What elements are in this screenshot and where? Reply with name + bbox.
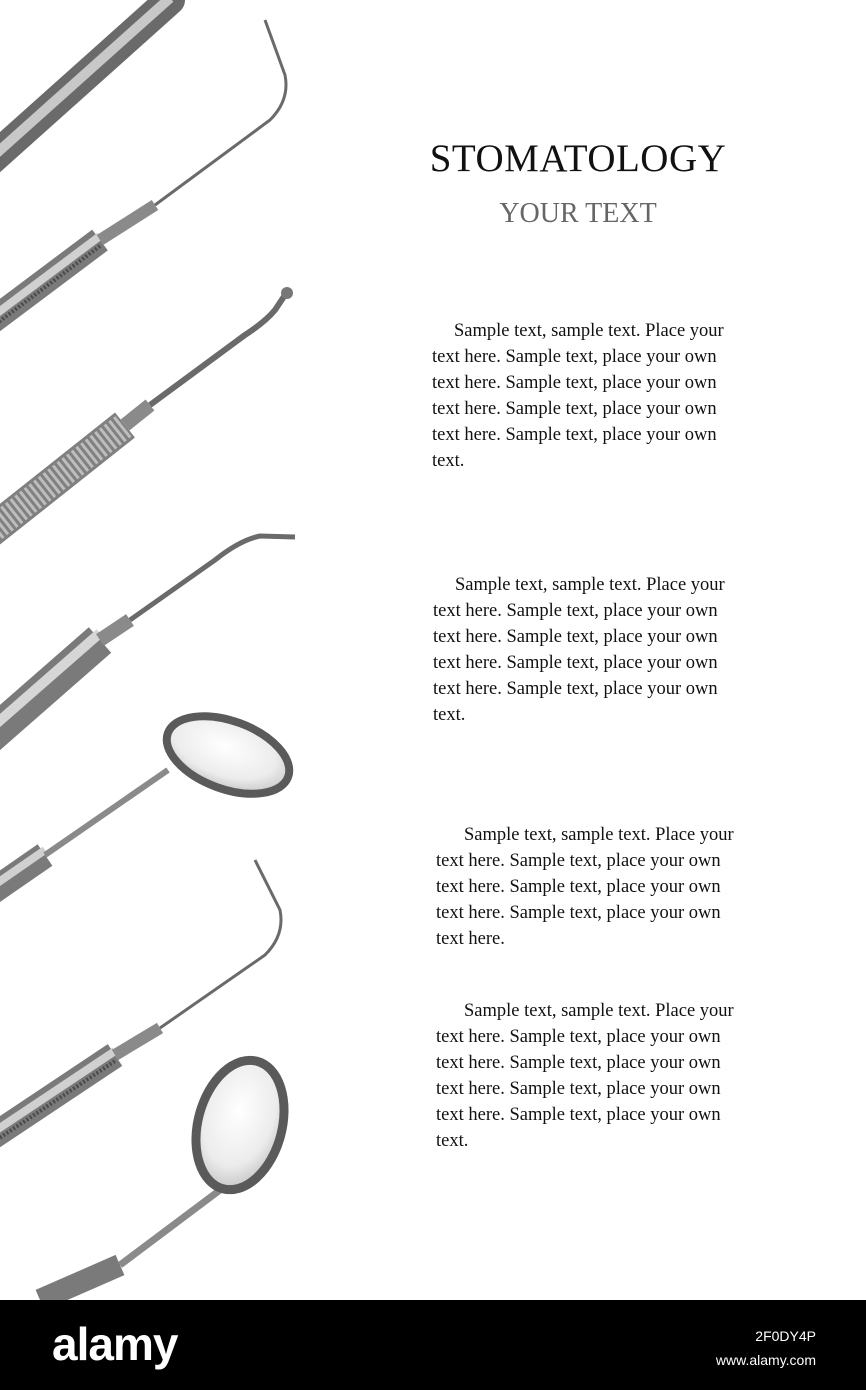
sample-paragraph: Sample text, sample text. Place your text here. Sample text, place your own text here. Sample text, place your own text here. Sample text, place your own text here. Sample text, place your own text. [432,321,724,471]
watermark-footer [0,1300,866,1390]
ball-burnisher-tool [0,287,293,540]
site-url: www.alamy.com [715,1352,816,1368]
sample-paragraph: Sample text, sample text. Place your text here. Sample text, place your own text here. Sample text, place your own text here. Sample text, place your own text here. Sample text, place your own text. [436,1001,734,1151]
page-subtitle: YOUR TEXT [499,198,657,229]
page-title: STOMATOLOGY [429,137,727,180]
dental-instruments-illustration [0,0,310,1300]
alamy-logo: alamy [52,1318,178,1370]
stock-info [716,1324,816,1372]
sickle-scaler-tool [0,536,295,745]
explorer-tool [0,20,286,336]
image-id: 2F0DY4P [755,1328,816,1344]
sample-paragraph: Sample text, sample text. Place your text here. Sample text, place your own text here. Sample text, place your own text here. Sample text, place your own text here. Sample text, place your own text. [433,575,725,725]
sample-paragraph: Sample text, sample text. Place your text here. Sample text, place your own text here. Sample text, place your own text here. Sample text, place your own text here. [436,825,734,949]
probe-tool [0,0,170,170]
mouth-mirror-tool [0,701,300,900]
